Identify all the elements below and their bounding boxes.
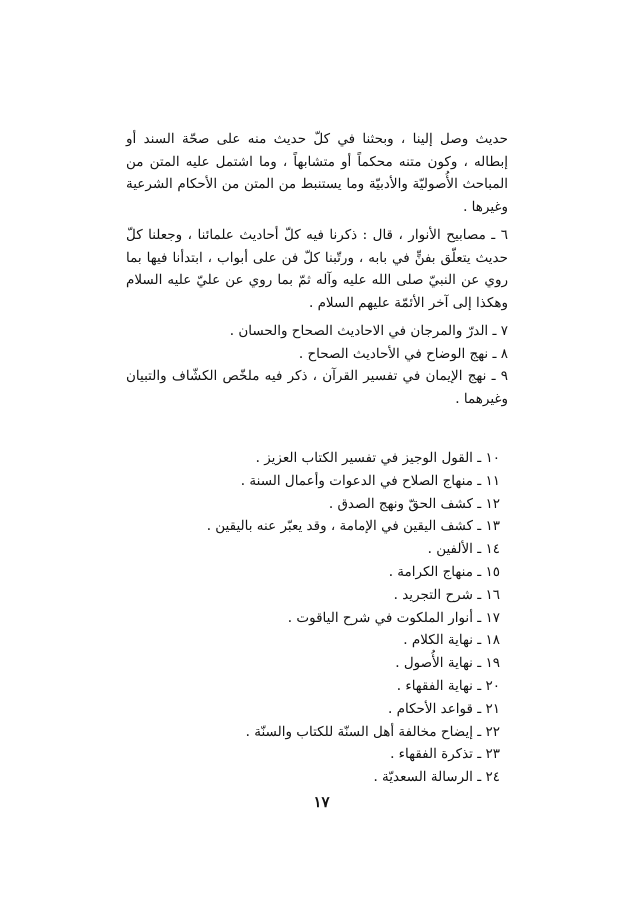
list-item: ١٠ ـ القول الوجيز في تفسير الكتاب العزيز . — [255, 450, 500, 466]
list-item: ١٩ ـ نهاية الأُصول . — [395, 655, 500, 672]
list-item: ١٨ ـ نهاية الكلام . — [403, 632, 500, 649]
paragraph-intro-continuation: حديث وصل إلينا ، وبحثنا في كلّ حديث منه على صحّة السند أو إبطاله ، وكون متنه محكماً أو متشابهاً ، وما اشتمل عليه المتن من المباحث الأُصوليّة والأدبيّة وما يستنبط من المتن من الأحكام الشرعية وغيرها . — [126, 131, 508, 215]
list-item: ١٥ ـ منهاج الكرامة . — [388, 563, 500, 580]
list-item: ٢١ ـ قواعد الأحكام . — [388, 700, 500, 717]
list-item: ١٧ ـ أنوار الملكوت في شرح الياقوت . — [287, 609, 500, 626]
paragraph-item-6: ٦ ـ مصابيح الأنوار ، قال : ذكرنا فيه كلّ أحاديث علمائنا ، وجعلنا كلّ حديث يتعلّق بفنٍّ في بابه ، ورتّبنا كلّ فن على أبواب ، ابتدأنا فيها بما روي عن النبيّ صلى الله عليه وآله ثمّ بما روي عن عليّ عليه السلام وهكذا إلى آخر الأئمّة عليهم السلام . — [126, 227, 508, 311]
list-item: ١١ ـ منهاج الصلاح في الدعوات وأعمال السنة . — [240, 472, 500, 489]
book-list — [207, 447, 500, 789]
list-item: ١٢ ـ كشف الحقّ ونهج الصدق . — [328, 495, 500, 512]
list-item: ٢٢ ـ إيضاح مخالفة أهل السنّة للكتاب والسنّة . — [245, 723, 500, 740]
list-item: ١٦ ـ شرح التجريد . — [393, 586, 500, 603]
paragraph-item-8: ٨ ـ نهج الوضاح في الأحاديث الصحاح . — [298, 345, 508, 362]
list-item: ١٤ ـ الألفين . — [427, 541, 500, 558]
list-item: ٢٣ ـ تذكرة الفقهاء . — [390, 746, 500, 763]
paragraph-item-9: ٩ ـ نهج الإيمان في تفسير القرآن ، ذكر فيه ملخّص الكشّاف والتبيان وغيرهما . — [126, 368, 508, 407]
list-item: ٢٤ ـ الرسالة السعديّة . — [373, 769, 500, 786]
page-number: ١٧ — [313, 793, 330, 811]
paragraph-item-7: ٧ ـ الدرّ والمرجان في الاحاديث الصحاح والحسان . — [229, 323, 508, 339]
body-text — [126, 128, 508, 410]
list-item: ٢٠ ـ نهاية الفقهاء . — [396, 677, 500, 694]
list-item: ١٣ ـ كشف اليقين في الإمامة ، وقد يعبّر عنه باليقين . — [206, 518, 500, 535]
